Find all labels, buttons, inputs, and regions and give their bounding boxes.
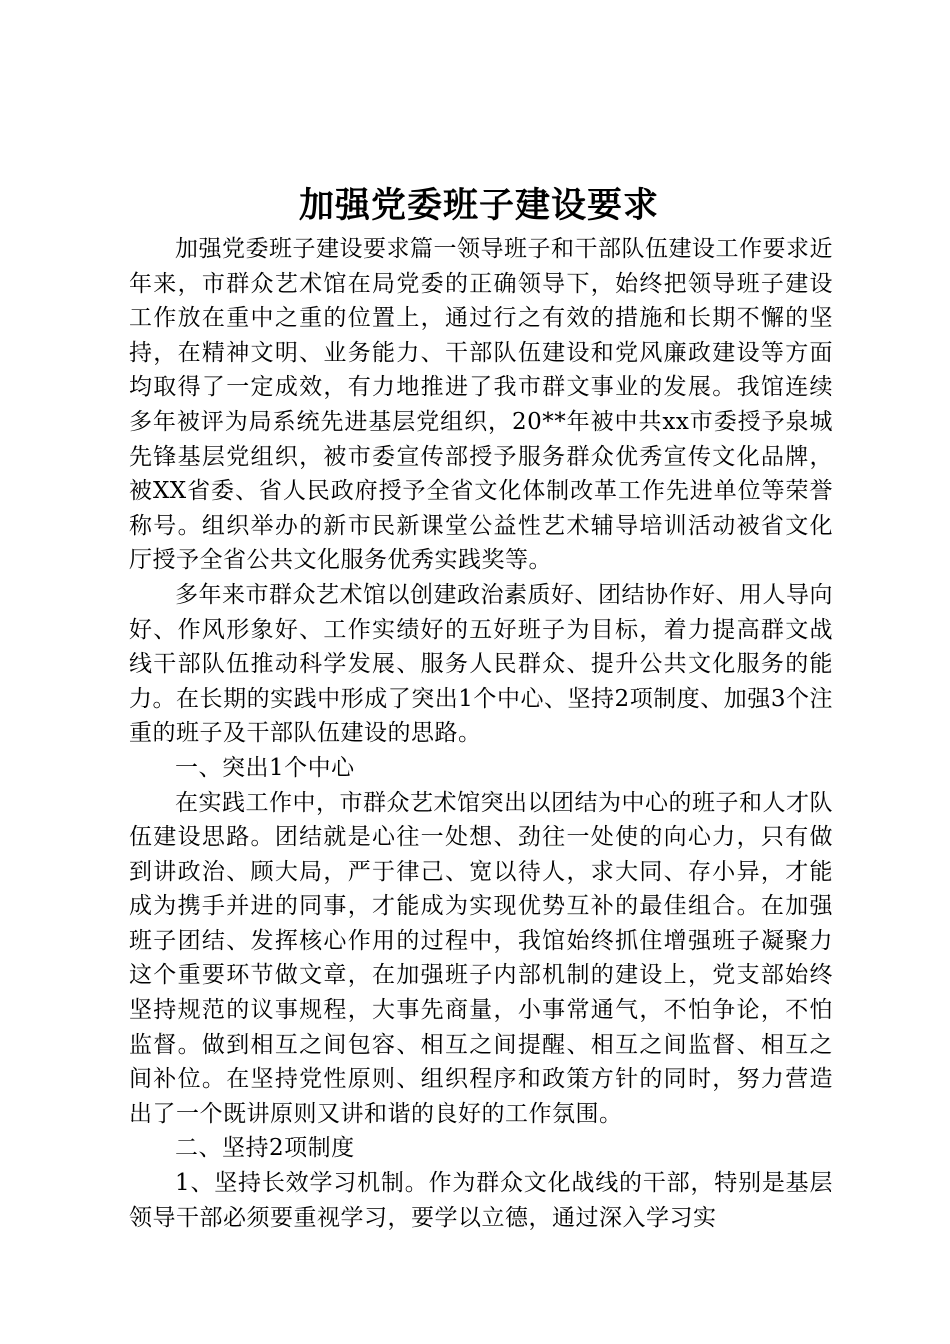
paragraph-intro: 加强党委班子建设要求篇一领导班子和干部队伍建设工作要求近年来，市群众艺术馆在局党委的正确领导下，始终把领导班子建设工作放在重中之重的位置上，通过行之有效的措施和长期不懈的坚持，在精神文明、业务能力、干部队伍建设和党风廉政建设等方面均取得了一定成效，有力地推进了我市群文事业的发展。我馆连续多年被评为局系统先进基层党组织，20**年被中共xx市委授予泉城先锋基层党组织，被市委宣传部授予服务群众优秀宣传文化品牌，被XX省委、省人民政府授予全省文化体制改革工作先进单位等荣誉称号。组织举办的新市民新课堂公益性艺术辅导培训活动被省文化厅授予全省公共文化服务优秀实践奖等。 xyxy=(129,236,833,574)
document-body xyxy=(129,232,833,1235)
document-title: 加强党委班子建设要求 xyxy=(298,185,659,226)
section-heading-1: 一、突出1个中心 xyxy=(175,754,355,781)
paragraph-section-1: 在实践工作中，市群众艺术馆突出以团结为中心的班子和人才队伍建设思路。团结就是心往一处想、劲往一处使的向心力，只有做到讲政治、顾大局，严于律己、宽以待人，求大同、存小异，才能成为携手并进的同事，才能成为实现优势互补的最佳组合。在加强班子团结、发挥核心作用的过程中，我馆始终抓住增强班子凝聚力这个重要环节做文章，在加强班子内部机制的建设上，党支部始终坚持规范的议事规程，大事先商量，小事常通气，不怕争论，不怕监督。做到相互之间包容、相互之间提醒、相互之间监督、相互之间补位。在坚持党性原则、组织程序和政策方针的同时，努力营造出了一个既讲原则又讲和谐的良好的工作氛围。 xyxy=(129,789,833,1127)
paragraph-goals: 多年来市群众艺术馆以创建政治素质好、团结协作好、用人导向好、作风形象好、工作实绩好的五好班子为目标，着力提高群文战线干部队伍推动科学发展、服务人民群众、提升公共文化服务的能力。在长期的实践中形成了突出1个中心、坚持2项制度、加强3个注重的班子及干部队伍建设的思路。 xyxy=(129,581,833,747)
section-heading-2: 二、坚持2项制度 xyxy=(175,1135,355,1162)
paragraph-item-1: 1、坚持长效学习机制。作为群众文化战线的干部，特别是基层领导干部必须要重视学习，要学以立德，通过深入学习实 xyxy=(129,1170,833,1231)
